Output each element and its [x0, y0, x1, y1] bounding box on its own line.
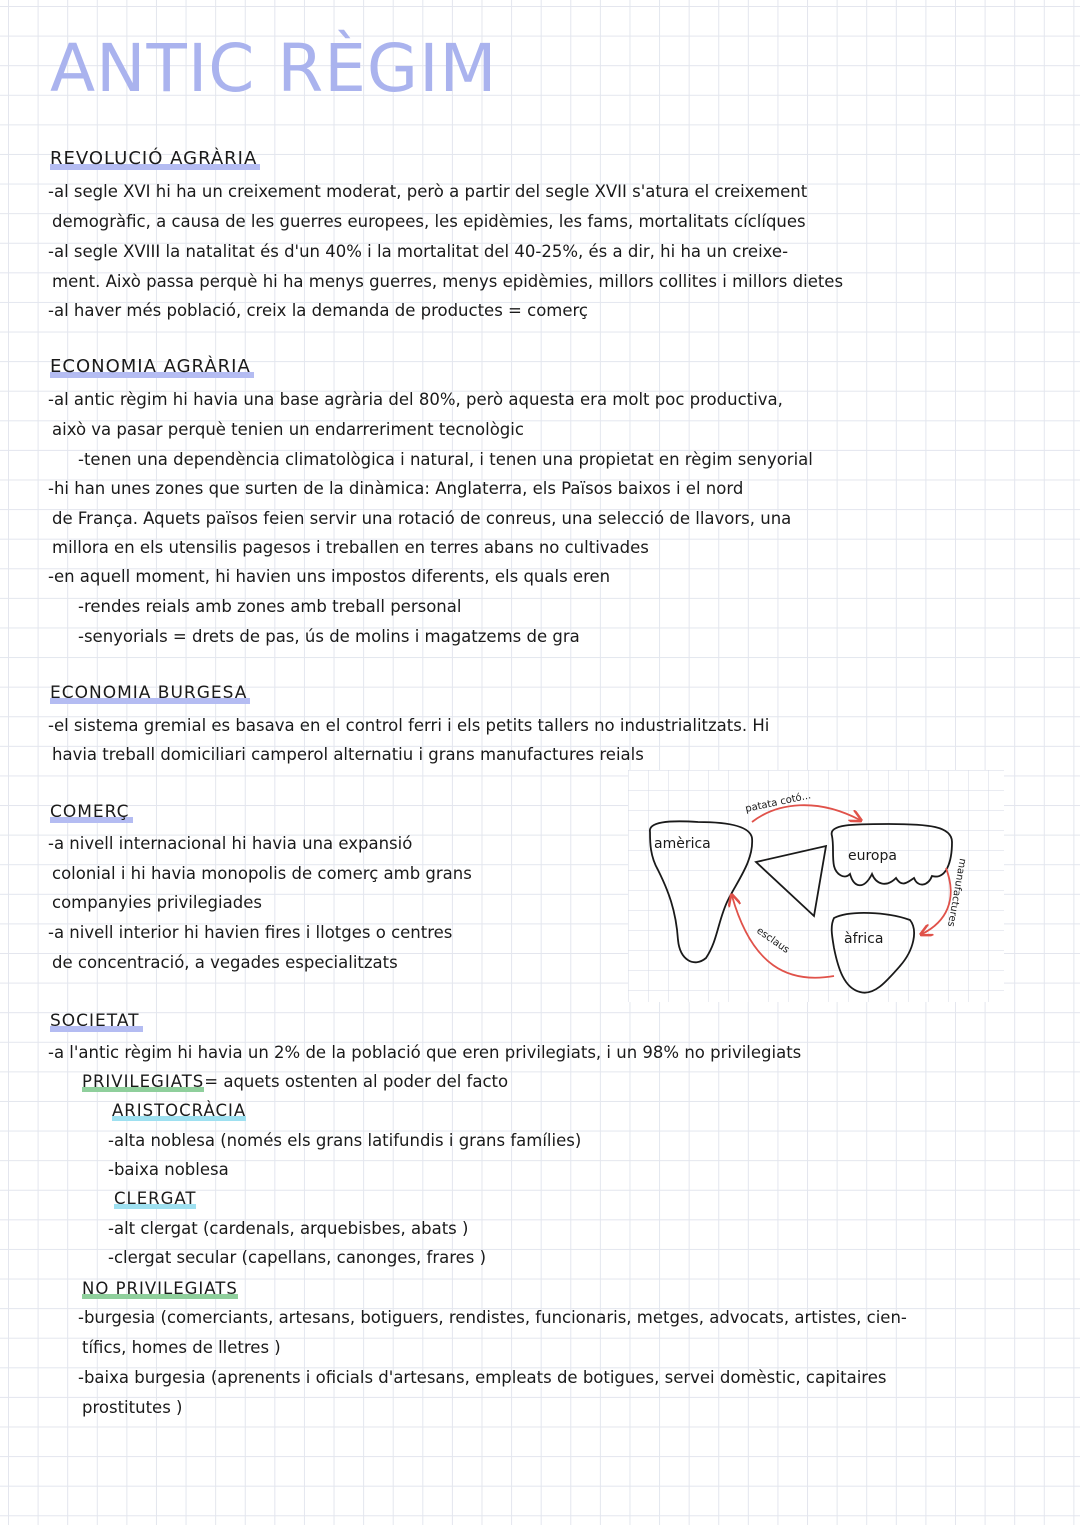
heading-comerc — [50, 801, 133, 823]
heading-comerc-text: COMERÇ — [50, 802, 133, 823]
economia-agraria-line: millora en els utensilis pagesos i treballen en terres abans no cultivades — [52, 538, 649, 557]
no-privilegiats-item: tífics, homes de lletres ) — [82, 1338, 281, 1357]
comerc-line: -a nivell interior hi havien fires i llotges o centres — [48, 923, 453, 942]
aristocracia-line — [112, 1099, 246, 1123]
clergat-item: -alt clergat (cardenals, arquebisbes, abats ) — [108, 1219, 469, 1238]
no-privilegiats-item: -baixa burgesia (aprenents i oficials d'artesans, empleats de botigues, servei domèstic, capitaires — [78, 1368, 887, 1387]
heading-societat — [50, 1010, 143, 1032]
label-patata-coto: patata cotó... — [744, 790, 812, 815]
no-privilegiats-label: NO PRIVILEGIATS — [82, 1279, 238, 1298]
diagram-grid — [628, 770, 1004, 1002]
clergat-label: CLERGAT — [114, 1189, 197, 1208]
revolucio-line: demogràfic, a causa de les guerres europees, les epidèmies, les fams, mortalitats cíclíques — [52, 212, 806, 231]
label-esclaus: esclaus — [754, 925, 792, 956]
heading-revolucio-agraria — [50, 148, 260, 170]
economia-agraria-line: això va pasar perquè tenien un endarreriment tecnològic — [52, 420, 524, 439]
no-privilegiats-line — [82, 1277, 238, 1301]
label-africa: àfrica — [844, 931, 884, 947]
clergat-line — [114, 1187, 196, 1211]
no-privilegiats-item: -burgesia (comerciants, artesans, botiguers, rendistes, funcionaris, metges, advocats, artistes, cien- — [78, 1308, 907, 1327]
economia-agraria-line: -senyorials = drets de pas, ús de molins i magatzems de gra — [78, 627, 580, 646]
heading-economia-agraria-text: ECONOMIA AGRÀRIA — [50, 356, 254, 378]
triangular-trade-diagram — [628, 770, 1004, 1002]
revolucio-line: ment. Això passa perquè hi ha menys guerres, menys epidèmies, millors collites i millors dietes — [52, 272, 844, 291]
heading-revolucio-agraria-text: REVOLUCIÓ AGRÀRIA — [50, 148, 260, 170]
comerc-line: companyies privilegiades — [52, 893, 262, 912]
economia-burgesa-line: -el sistema gremial es basava en el control ferri i els petits tallers no industrialitzats. Hi — [48, 716, 770, 735]
economia-agraria-line: -en aquell moment, hi havien uns impostos diferents, els quals eren — [48, 567, 611, 586]
revolucio-line: -al segle XVIII la natalitat és d'un 40% i la mortalitat del 40-25%, és a dir, hi ha un creixe- — [48, 242, 789, 261]
economia-agraria-line: -hi han unes zones que surten de la dinàmica: Anglaterra, els Països baixos i el nord — [48, 479, 744, 498]
aristocracia-item: -alta noblesa (només els grans latifundis i grans famílies) — [108, 1131, 582, 1150]
label-manufactures: manufactures — [945, 857, 968, 928]
heading-economia-burgesa — [50, 682, 250, 704]
page-title: ANTIC RÈGIM — [50, 30, 498, 107]
label-europa: europa — [848, 848, 897, 864]
comerc-line: -a nivell internacional hi havia una expansió — [48, 834, 413, 853]
heading-economia-agraria — [50, 356, 254, 378]
privilegiats-label: PRIVILEGIATS — [82, 1072, 205, 1091]
comerc-line: colonial i hi havia monopolis de comerç amb grans — [52, 864, 472, 883]
clergat-item: -clergat secular (capellans, canonges, frares ) — [108, 1248, 487, 1267]
aristocracia-item: -baixa noblesa — [108, 1160, 229, 1179]
economia-burgesa-line: havia treball domiciliari camperol alternatiu i grans manufactures reials — [52, 745, 644, 764]
economia-agraria-line: de França. Aquets països feien servir una rotació de conreus, una selecció de llavors, una — [52, 509, 792, 528]
comerc-line: de concentració, a vegades especialitzats — [52, 953, 398, 972]
heading-economia-burgesa-text: ECONOMIA BURGESA — [50, 683, 250, 704]
heading-societat-text: SOCIETAT — [50, 1011, 143, 1032]
economia-agraria-line: -rendes reials amb zones amb treball personal — [78, 597, 462, 616]
privilegiats-text: = aquets ostenten al poder del facto — [204, 1072, 509, 1091]
privilegiats-line — [82, 1070, 508, 1094]
revolucio-line: -al segle XVI hi ha un creixement moderat, però a partir del segle XVII s'atura el creixement — [48, 182, 808, 201]
economia-agraria-line: -al antic règim hi havia una base agrària del 80%, però aquesta era molt poc productiva, — [48, 390, 783, 409]
aristocracia-label: ARISTOCRÀCIA — [112, 1101, 247, 1120]
label-america: amèrica — [654, 836, 711, 852]
economia-agraria-line: -tenen una dependència climatològica i natural, i tenen una propietat en règim senyorial — [78, 450, 813, 469]
revolucio-line: -al haver més població, creix la demanda de productes = comerç — [48, 301, 589, 320]
societat-intro: -a l'antic règim hi havia un 2% de la població que eren privilegiats, i un 98% no privilegiats — [48, 1043, 802, 1062]
no-privilegiats-item: prostitutes ) — [82, 1398, 183, 1417]
